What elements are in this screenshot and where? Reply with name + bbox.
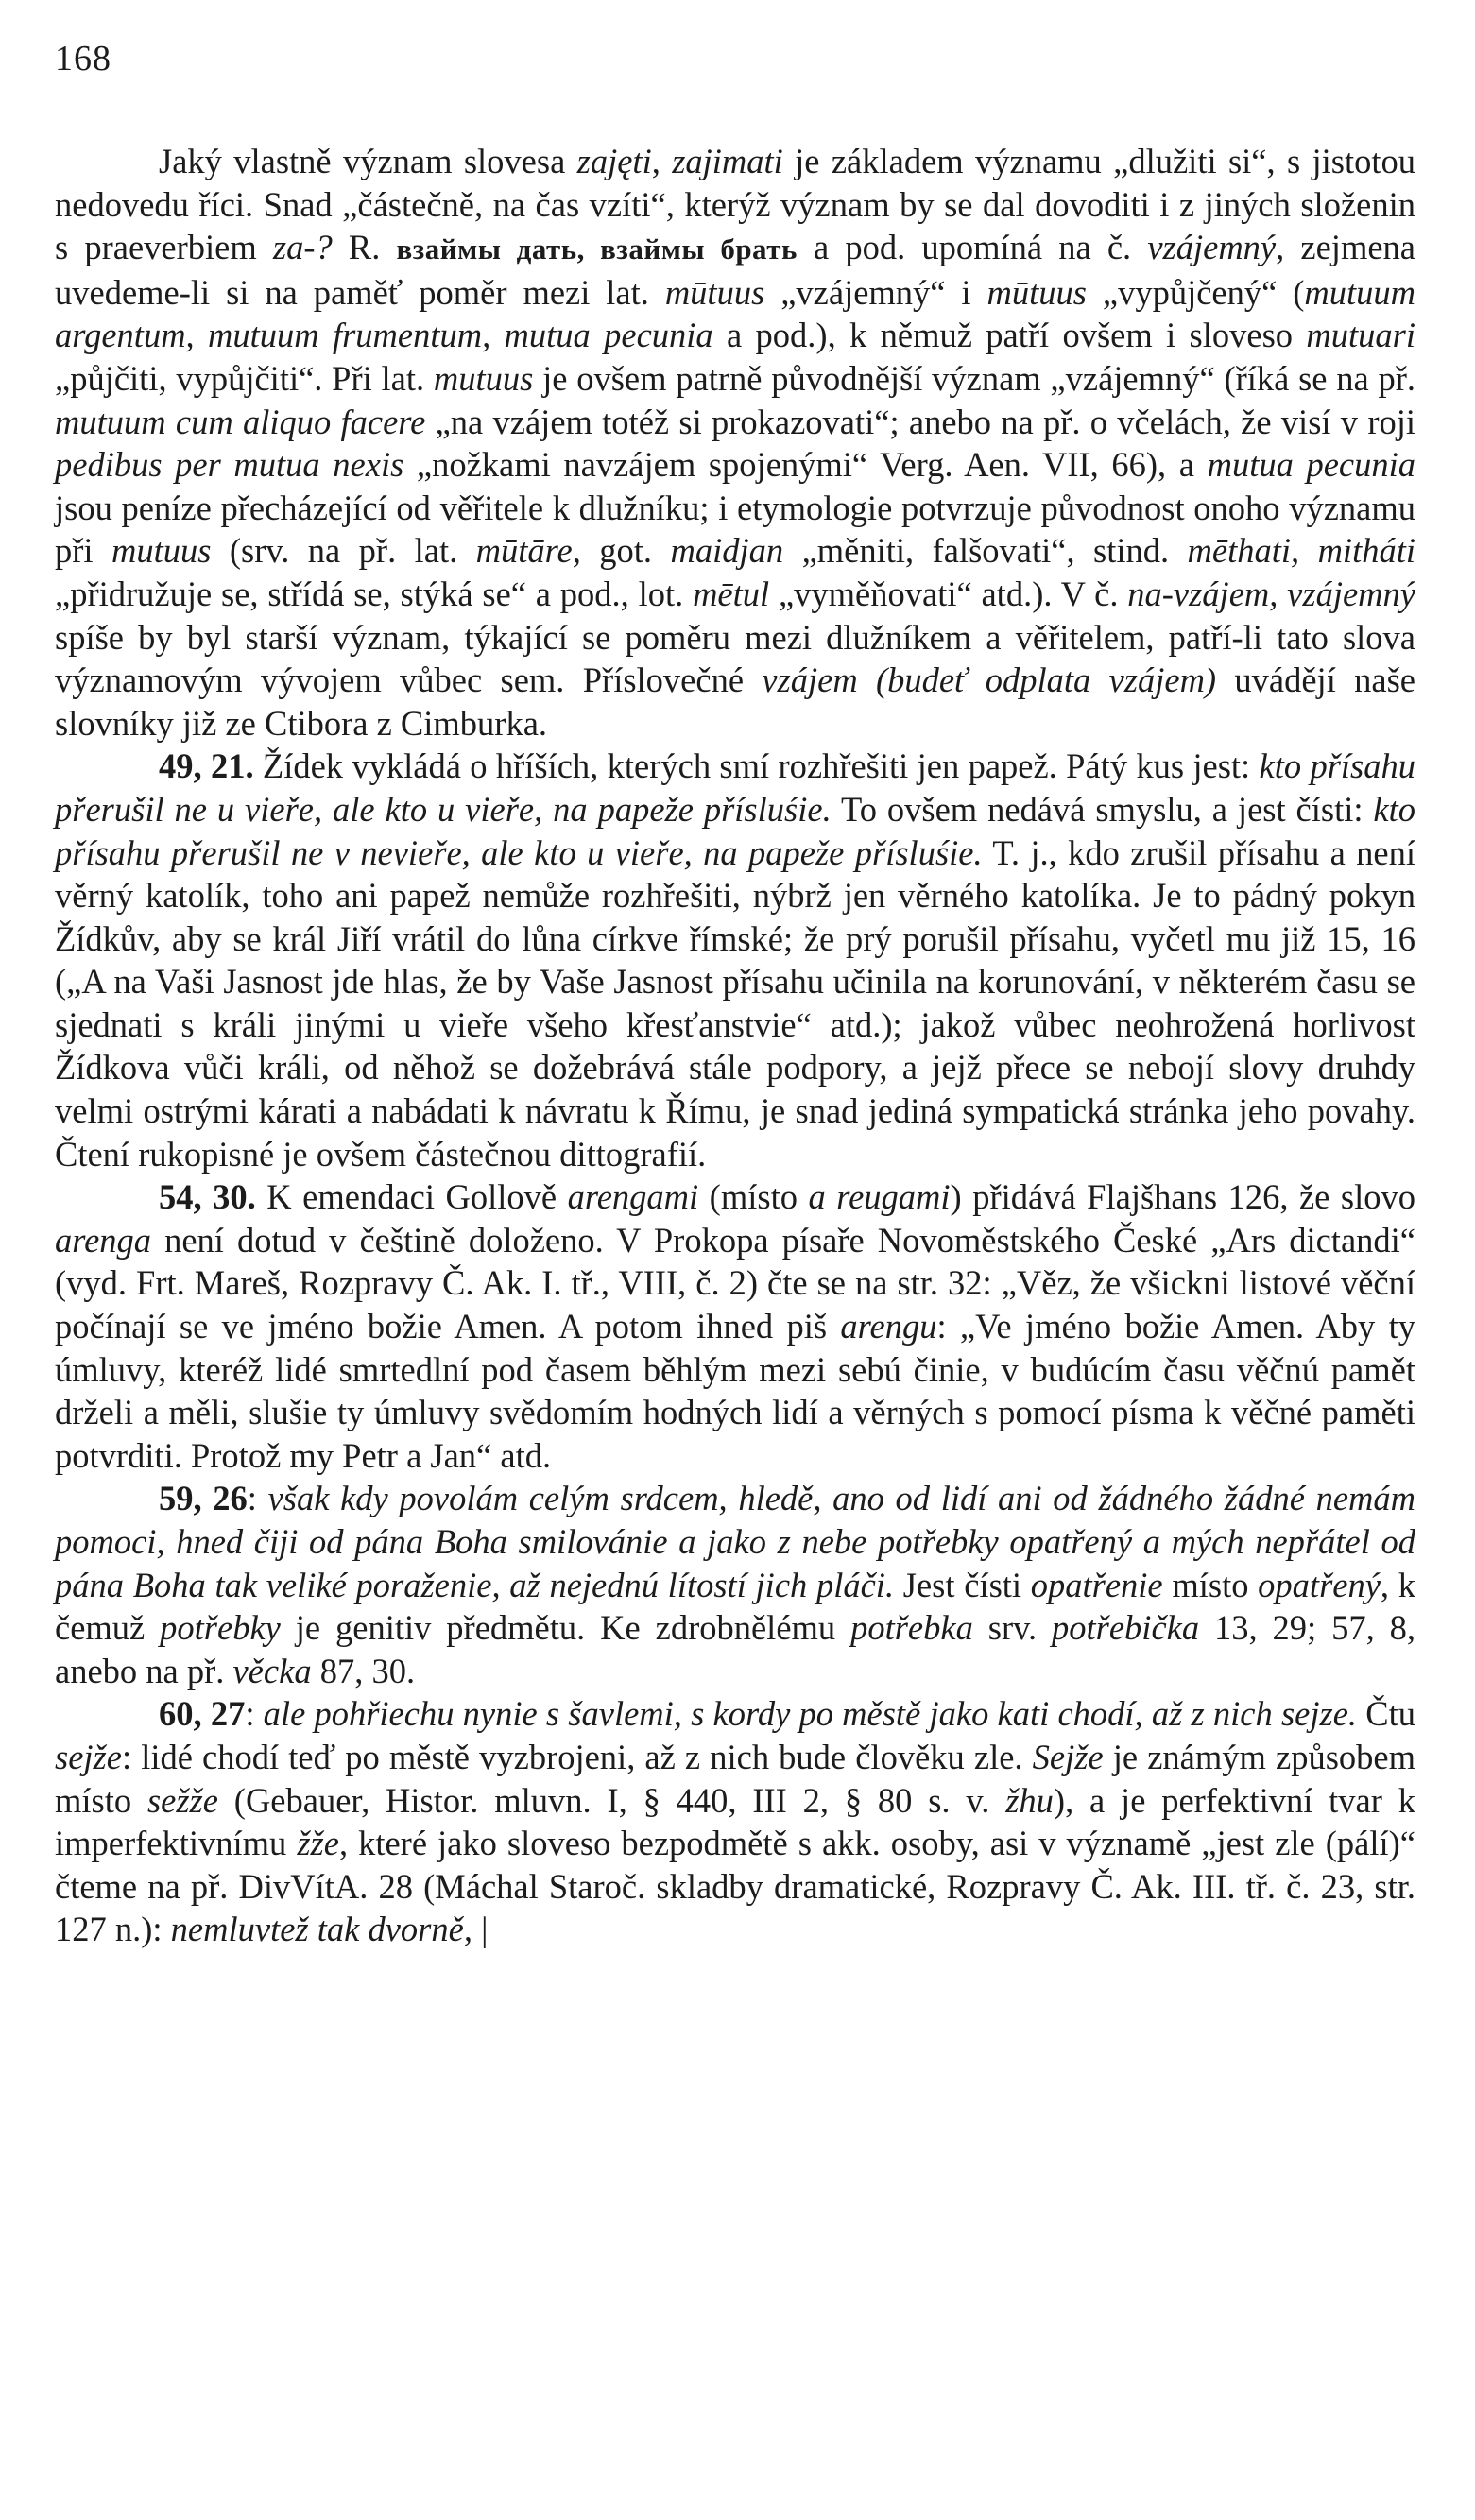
verse-reference: 54, 30. bbox=[159, 1177, 256, 1217]
text-run: | bbox=[472, 1910, 489, 1949]
text-run: , které jako sloveso bezpodmětě s akk. osoby, asi v významě „jest zle (pálí)“ čteme na př. DivVítA. 28 (Máchal Staroč. skladby dramatické, Rozpravy Č. Ak. III. tř. č. 23, str. 127 n.): bbox=[55, 1824, 1415, 1949]
text-run: 13, 29; 57, 8, anebo na př. bbox=[55, 1608, 1415, 1690]
text-run: „půjčiti, vypůjčiti“. Při lat. bbox=[55, 358, 434, 398]
text-run: Čtu bbox=[1357, 1694, 1415, 1734]
text-run: , bbox=[651, 142, 673, 180]
italic-quote: potřebička bbox=[1052, 1608, 1200, 1648]
text-body bbox=[55, 140, 1415, 1951]
italic-quote: žhu bbox=[1005, 1780, 1054, 1820]
cyrillic-term: взаймы дать, взаймы брать bbox=[396, 232, 798, 266]
italic-quote: mēthati, mitháti bbox=[1187, 531, 1415, 571]
text-run: , got. bbox=[572, 531, 671, 571]
text-run: (místo bbox=[698, 1177, 809, 1217]
italic-quote: na-vzájem, vzájemný bbox=[1127, 574, 1415, 613]
text-run: „přidružuje se, střídá se, stýká se“ a pod., lot. bbox=[55, 574, 694, 613]
italic-quote: arenga bbox=[55, 1220, 152, 1260]
text-run: místo bbox=[1162, 1565, 1259, 1604]
text-run: : bbox=[247, 1479, 268, 1518]
italic-quote: za-? bbox=[272, 228, 333, 267]
italic-quote: mētul bbox=[693, 574, 770, 613]
text-run: srv. bbox=[972, 1608, 1053, 1648]
paragraph bbox=[55, 1477, 1415, 1692]
text-run: Jaký vlastně význam slovesa bbox=[159, 142, 577, 180]
italic-quote: mutuari bbox=[1306, 316, 1415, 355]
verse-reference: 49, 21. bbox=[159, 746, 254, 786]
italic-quote: maidjan bbox=[670, 531, 784, 571]
italic-quote: však kdy povolám celým srdcem, hledě, ano od lidí ani od žádného žádné nemám pomoci, hned čiji od pána Boha smilovánie a jako z nebe potřebky opatřený a mých nepřátel od pána Boha tak veliké poraženie, až nejednú lítostí jich pláči. bbox=[55, 1479, 1415, 1604]
text-run: „vyměňovati“ atd.). V č. bbox=[769, 574, 1128, 613]
italic-quote: potřebka bbox=[850, 1608, 973, 1648]
italic-quote: Sejže bbox=[1032, 1737, 1104, 1776]
paragraph bbox=[55, 1175, 1415, 1477]
italic-quote: žže bbox=[297, 1824, 339, 1863]
paragraph bbox=[55, 140, 1415, 745]
text-run: , k čemuž bbox=[55, 1565, 1415, 1648]
italic-quote: vzájem (budeť odplata vzájem) bbox=[762, 660, 1217, 700]
italic-quote: vzájemný bbox=[1147, 228, 1277, 267]
text-run: K emendaci Gollově bbox=[255, 1177, 568, 1217]
text-run: není dotud v češtině doloženo. V Prokopa písaře Novoměstského České „Ars dictandi“ (vyd. Frt. Mareš, Rozpravy Č. Ak. I. tř., VIII, č. 2) čte se na str. 32: „Věz, že všickni listové věční počínají se ve jméno božie Amen. A potom ihned piš bbox=[55, 1220, 1415, 1346]
italic-quote: a reugami bbox=[808, 1177, 951, 1217]
italic-quote: kto přísahu přerušil ne u vieře, ale kto u vieře, na papeže přísluśie. bbox=[55, 746, 1416, 829]
italic-quote: opatřenie bbox=[1030, 1565, 1163, 1604]
italic-quote: mūtāre bbox=[475, 531, 573, 571]
italic-quote: ale pohřiechu nynie s šavlemi, s kordy po městě jako kati chodí, až z nich sejze. bbox=[263, 1694, 1358, 1734]
text-run: ) přidává Flajšhans 126, že slovo bbox=[950, 1177, 1415, 1217]
italic-quote: arengu bbox=[840, 1307, 937, 1346]
text-run: jsou peníze přecházející od věřitele k dlužníku; i etymologie potvrzuje původnost onoho významu při bbox=[55, 488, 1415, 571]
text-run: R. bbox=[332, 228, 397, 267]
text-run: , zejmena uvedeme-li si na paměť poměr mezi lat. bbox=[55, 228, 1415, 312]
text-run: je základem významu „dlužiti si“, s jistotou nedovedu říci. Snad „částečně, na čas vzíti“, kterýž význam by se dal dovoditi i z jiných složenin s praeverbiem bbox=[55, 142, 1416, 267]
text-run: To ovšem nedává smyslu, a jest čísti: bbox=[831, 789, 1374, 829]
italic-quote: sejže bbox=[55, 1737, 122, 1776]
italic-quote: opatřený bbox=[1258, 1565, 1381, 1604]
text-run: a pod. upomíná na č. bbox=[797, 228, 1148, 267]
page-number: 168 bbox=[55, 39, 111, 78]
text-run: (srv. na př. lat. bbox=[211, 531, 476, 571]
text-run: „vypůjčený“ ( bbox=[1086, 272, 1305, 312]
italic-quote: mutuus bbox=[433, 358, 534, 398]
italic-quote: mūtuus bbox=[986, 272, 1087, 312]
italic-quote: pedibus per mutua nexis bbox=[55, 445, 404, 485]
text-run: 87, 30. bbox=[311, 1651, 416, 1690]
text-run: „na vzájem totéž si prokazovati“; anebo na př. o včelách, že visí v roji bbox=[425, 402, 1415, 441]
text-run: „nožkami navzájem spojenými“ Verg. Aen. VII, 66), a bbox=[403, 445, 1208, 485]
italic-quote: potřebky bbox=[160, 1608, 281, 1648]
italic-quote: zajimati bbox=[672, 142, 783, 180]
text-run: Jest čísti bbox=[894, 1565, 1031, 1604]
italic-quote: mutua pecunia bbox=[1207, 445, 1415, 485]
text-run: (Gebauer, Histor. mluvn. I, § 440, III 2, § 80 s. v. bbox=[217, 1780, 1006, 1820]
text-run: Žídek vykládá o hříších, kterých smí rozhřešiti jen papež. Pátý kus jest: bbox=[253, 746, 1260, 786]
text-run: ), a je perfektivní tvar k imperfektivnímu bbox=[55, 1780, 1415, 1863]
verse-reference: 60, 27 bbox=[159, 1694, 246, 1734]
text-run: je ovšem patrně původnější význam „vzájemný“ (říká se na př. bbox=[533, 358, 1415, 398]
text-run: „měniti, falšovati“, stind. bbox=[783, 531, 1188, 571]
italic-quote: arengami bbox=[567, 1177, 699, 1217]
italic-quote: nemluvtež tak dvorně, bbox=[170, 1910, 472, 1949]
italic-quote: věcka bbox=[232, 1651, 312, 1690]
text-run: „vzájemný“ i bbox=[764, 272, 987, 312]
italic-quote: mutuus bbox=[111, 531, 212, 571]
text-run: : lidé chodí teď po městě vyzbrojeni, až z nich bude člověku zle. bbox=[121, 1737, 1033, 1776]
italic-quote: zajęti bbox=[576, 142, 652, 180]
verse-reference: 59, 26 bbox=[159, 1479, 248, 1518]
paragraph bbox=[55, 1692, 1415, 1951]
text-run: je genitiv předmětu. Ke zdrobnělému bbox=[280, 1608, 851, 1648]
text-run: je známým způsobem místo bbox=[55, 1737, 1415, 1820]
text-run: a pod.), k němuž patří ovšem i sloveso bbox=[712, 316, 1307, 355]
italic-quote: mūtuus bbox=[664, 272, 765, 312]
text-run: uvádějí naše slovníky již ze Ctibora z Cimburka. bbox=[55, 660, 1416, 743]
italic-quote: mutuum argentum, mutuum frumentum, mutua pecunia bbox=[55, 272, 1415, 355]
text-run: : bbox=[245, 1694, 264, 1734]
text-run: T. j., kdo zrušil přísahu a není věrný katolík, toho ani papež nemůže rozhřešiti, nýbrž jen věrného katolíka. Je to pádný pokyn Žídkův, aby se král Jiří vrátil do lůna církve římské; že prý porušil přísahu, vyčetl mu již 15, 16 („A na Vaši Jasnost jde hlas, že by Vaše Jasnost přísahu učinila na korunování, v některém času se sjednati s králi jinými u vieře všeho křesťanstvie“ atd.); jakož vůbec neohrožená horlivost Žídkova vůči králi, od něhož se dožebrává stále podpory, a jejž přece se nebojí slovy druhdy velmi ostrými kárati a nabádati k návratu k Římu, je snad jediná sympatická stránka jeho povahy. Čtení rukopisné je ovšem částečnou dittografií. bbox=[55, 832, 1415, 1174]
paragraph bbox=[55, 745, 1415, 1175]
italic-quote: kto přísahu přerušil ne v nevieře, ale kto u vieře, na papeže přísluśie. bbox=[55, 789, 1415, 872]
italic-quote: sežže bbox=[146, 1780, 218, 1820]
text-run: spíše by byl starší význam, týkající se poměru mezi dlužníkem a věřitelem, patří-li tato slova významovým vývojem vůbec sem. Příslovečné bbox=[55, 617, 1415, 700]
italic-quote: mutuum cum aliquo facere bbox=[55, 402, 426, 441]
text-run: : „Ve jméno božie Amen. Aby ty úmluvy, kteréž lidé smrtedlní pod časem běhlým mezi sebú činie, v budúcím času věčnú pamět drželi a měli, slušie ty úmluvy svědomím hodných lidí a věrných s pomocí písma k věčné paměti potvrditi. Protož my Petr a Jan“ atd. bbox=[55, 1307, 1415, 1475]
